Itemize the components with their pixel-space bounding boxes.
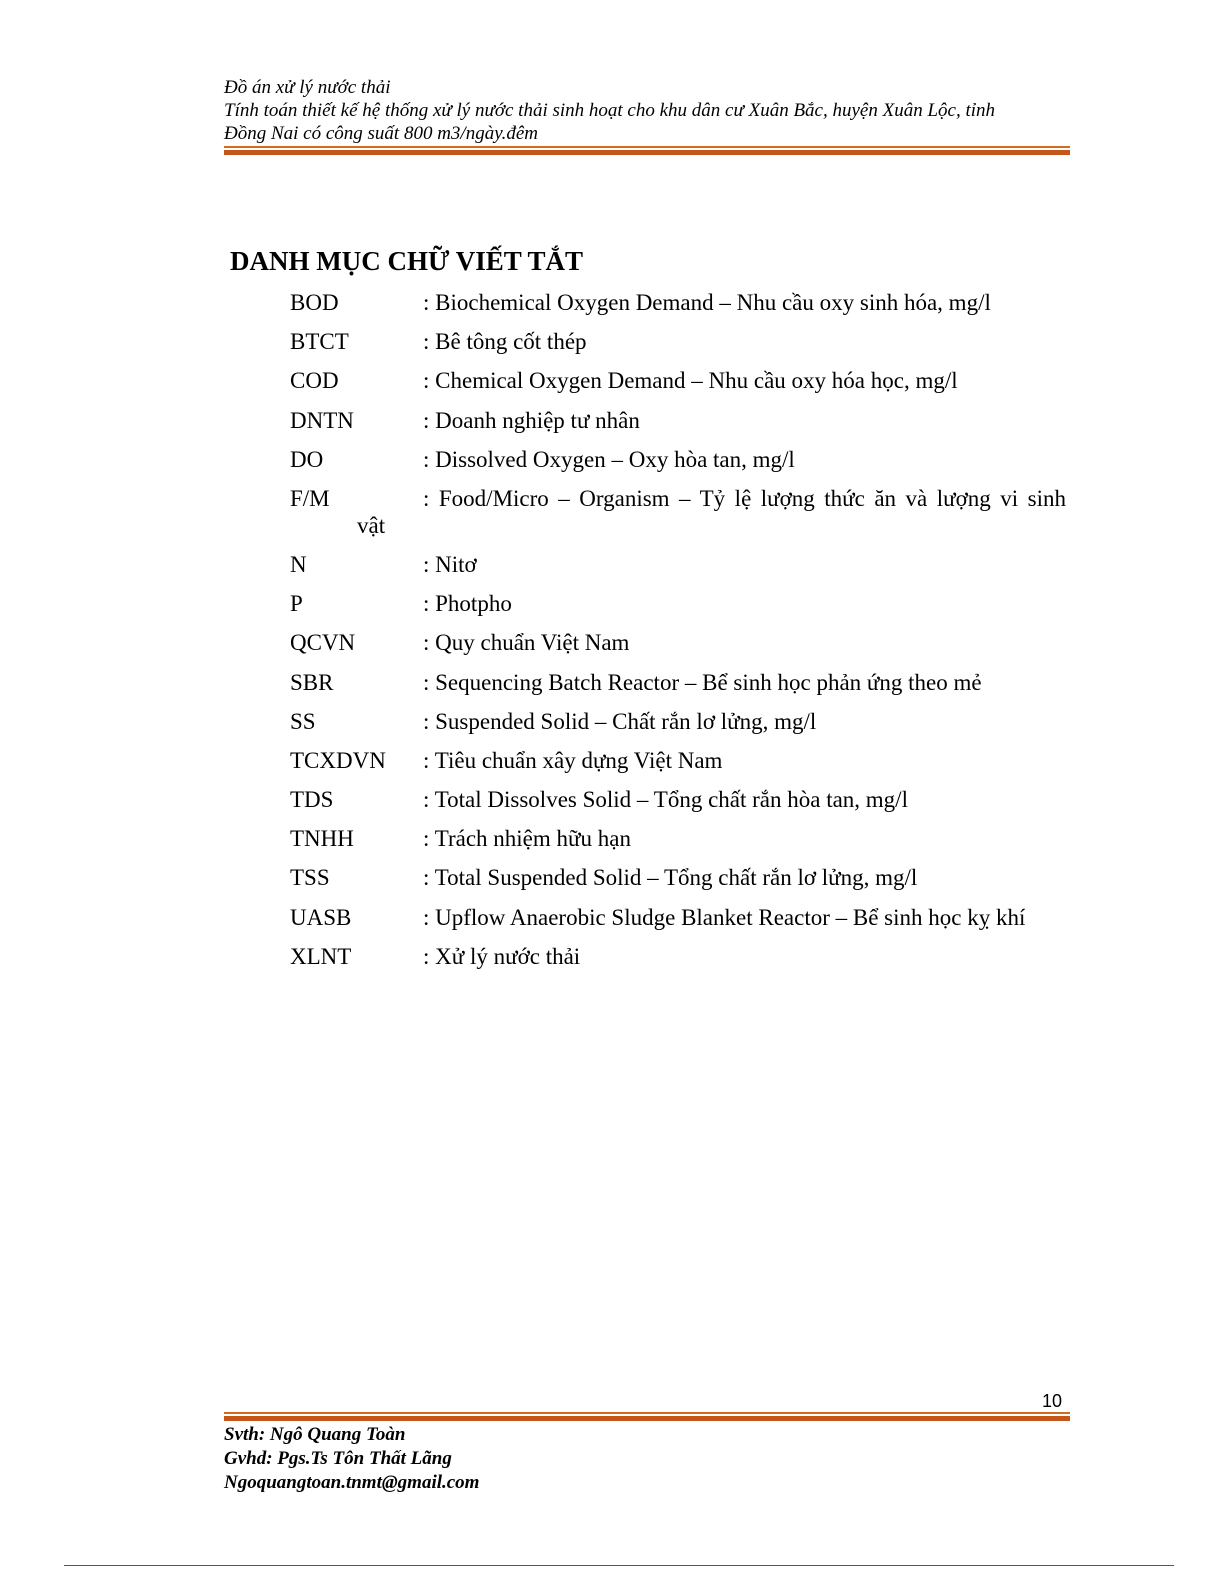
- footer-student: Svth: Ngô Quang Toàn: [224, 1424, 406, 1445]
- page-header: [224, 76, 1084, 145]
- list-item: [290, 783, 1080, 822]
- definition: : Xử lý nước thải: [423, 943, 581, 969]
- abbreviation: UASB: [290, 904, 352, 930]
- list-item: [290, 443, 1080, 482]
- header-line-1: Đồ án xử lý nước thải: [224, 77, 391, 98]
- definition-continuation: vật: [357, 512, 386, 538]
- header-line-3: Đồng Nai có công suất 800 m3/ngày.đêm: [224, 123, 539, 144]
- header-line-2: Tính toán thiết kế hệ thống xử lý nước thải sinh hoạt cho khu dân cư Xuân Bắc, huyện Xuân Lộc, tỉnh: [224, 100, 996, 121]
- footer-rule: [224, 1412, 1070, 1421]
- list-item: [290, 744, 1080, 783]
- abbreviation: P: [290, 591, 303, 617]
- list-item: [290, 325, 1080, 364]
- abbreviation: TDS: [290, 787, 334, 813]
- header-rule: [224, 146, 1070, 155]
- definition: : Doanh nghiệp tư nhân: [423, 407, 640, 433]
- definition: : Biochemical Oxygen Demand – Nhu cầu oxy sinh hóa, mg/l: [423, 290, 991, 315]
- list-item: [290, 626, 1080, 665]
- abbreviation: F/M: [290, 485, 330, 511]
- list-item: [290, 482, 1080, 548]
- abbreviation: N: [290, 551, 307, 577]
- abbreviation: QCVN: [290, 630, 356, 656]
- page-number: 10: [1041, 1391, 1062, 1411]
- abbreviation: COD: [290, 368, 339, 394]
- abbreviation: TNHH: [290, 826, 354, 852]
- definition: : Dissolved Oxygen – Oxy hòa tan, mg/l: [423, 446, 795, 472]
- list-item: [290, 404, 1080, 443]
- page-title: DANH MỤC CHỮ VIẾT TẮT: [230, 246, 584, 276]
- definition: : Photpho: [423, 591, 512, 617]
- definition: : Quy chuẩn Việt Nam: [423, 630, 630, 656]
- footer-email: Ngoquangtoan.tnmt@gmail.com: [224, 1472, 480, 1493]
- definition: : Chemical Oxygen Demand – Nhu cầu oxy hóa học, mg/l: [423, 368, 958, 394]
- page-bottom-divider: [64, 1565, 1174, 1566]
- list-item: [290, 901, 1080, 940]
- abbreviation-list: [290, 286, 1080, 979]
- abbreviation: DO: [290, 446, 324, 472]
- definition: : Food/Micro – Organism – Tỷ lệ lượng thức ăn và lượng vi sinh: [423, 485, 1066, 511]
- definition: : Tiêu chuẩn xây dựng Việt Nam: [423, 747, 723, 773]
- definition: : Sequencing Batch Reactor – Bể sinh học phản ứng theo mẻ: [423, 669, 982, 695]
- definition: : Bê tông cốt thép: [423, 329, 587, 355]
- abbreviation: TSS: [290, 865, 330, 891]
- footer-advisor: Gvhd: Pgs.Ts Tôn Thất Lãng: [224, 1448, 452, 1469]
- abbreviation: SS: [290, 708, 316, 734]
- list-item: [290, 364, 1080, 403]
- list-item: [290, 548, 1080, 587]
- abbreviation: TCXDVN: [290, 747, 386, 773]
- abbreviation: XLNT: [290, 943, 352, 969]
- list-item: [290, 861, 1080, 900]
- definition: : Suspended Solid – Chất rắn lơ lửng, mg/l: [423, 708, 817, 734]
- abbreviation: DNTN: [290, 407, 354, 433]
- abbreviation: BTCT: [290, 329, 349, 355]
- list-item: [290, 940, 1080, 979]
- page-footer: [224, 1423, 479, 1495]
- definition: : Upflow Anaerobic Sludge Blanket Reactor – Bể sinh học kỵ khí: [423, 904, 1026, 930]
- definition: : Total Suspended Solid – Tổng chất rắn lơ lửng, mg/l: [423, 865, 918, 891]
- abbreviation: SBR: [290, 669, 334, 695]
- list-item: [290, 705, 1080, 744]
- list-item: [290, 587, 1080, 626]
- definition: : Trách nhiệm hữu hạn: [423, 826, 631, 852]
- list-item: [290, 286, 1080, 325]
- list-item: [290, 822, 1080, 861]
- definition: : Total Dissolves Solid – Tổng chất rắn hòa tan, mg/l: [423, 787, 908, 813]
- abbreviation: BOD: [290, 290, 339, 315]
- list-item: [290, 666, 1080, 705]
- definition: : Nitơ: [423, 551, 477, 577]
